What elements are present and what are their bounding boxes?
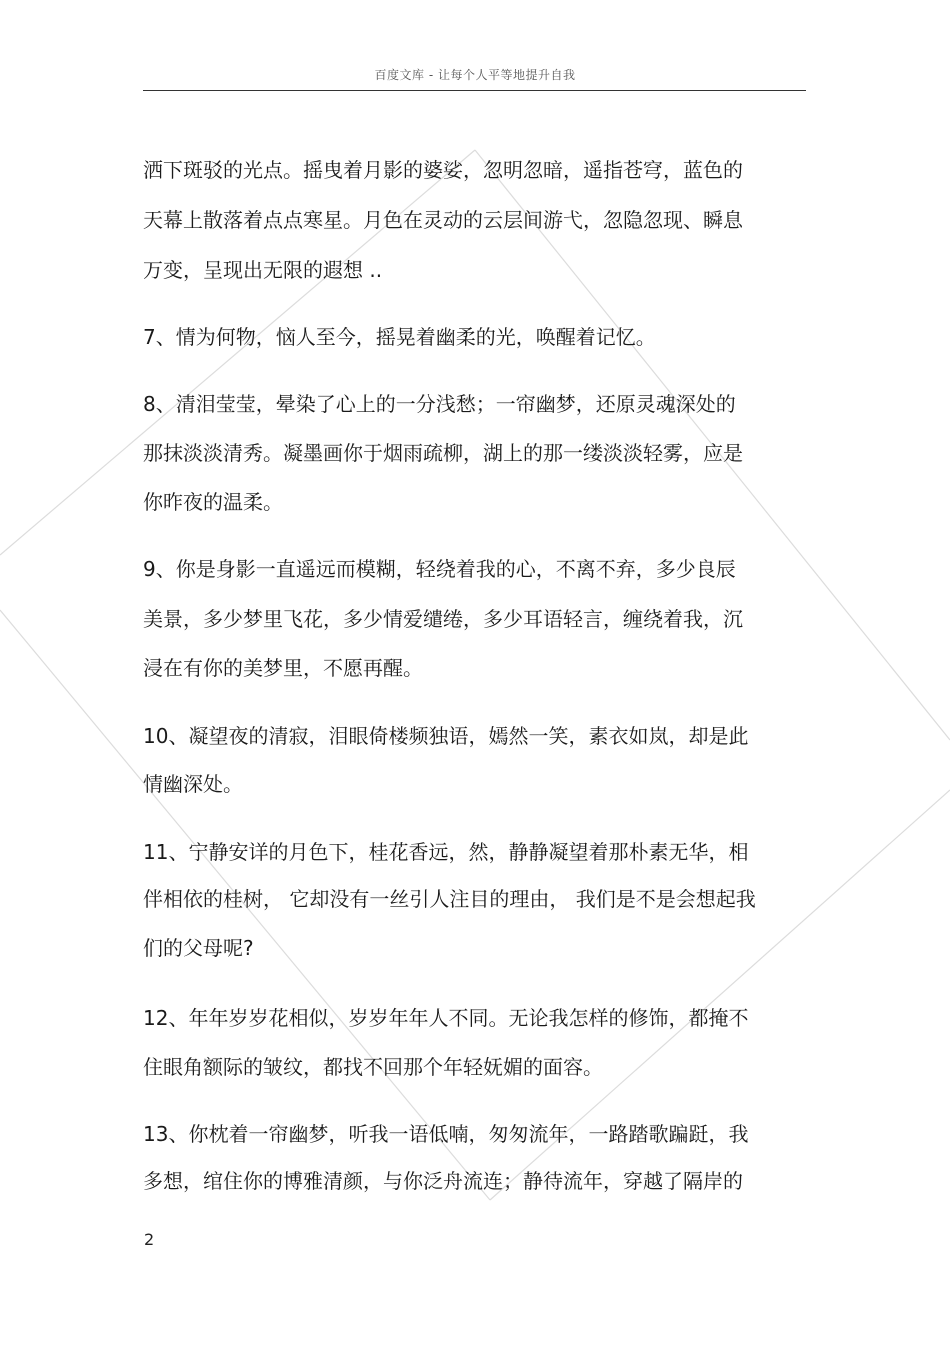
document-header: 百度文库 - 让每个人平等地提升自我: [374, 68, 576, 82]
text-line: 浸在有你的美梦里，不愿再醒。: [143, 656, 423, 680]
text-line: 伴相依的桂树， 它却没有一丝引人注目的理由， 我们是不是会想起我: [143, 887, 756, 911]
text-line: 9、你是身影一直遥远而模糊，轻绕着我的心，不离不弃，多少良辰: [143, 557, 736, 581]
text-line: 洒下斑驳的光点。摇曳着月影的婆娑，忽明忽暗，遥指苍穹，蓝色的: [143, 158, 743, 182]
text-line: 8、清泪莹莹，晕染了心上的一分浅愁；一帘幽梦，还原灵魂深处的: [143, 392, 736, 416]
text-line: 你昨夜的温柔。: [143, 490, 283, 514]
text-line: 那抹淡淡清秀。凝墨画你于烟雨疏柳，湖上的那一缕淡淡轻雾，应是: [143, 441, 743, 465]
text-line: 多想，绾住你的博雅清颜，与你泛舟流连；静待流年，穿越了隔岸的: [143, 1169, 743, 1193]
text-line: 13、你枕着一帘幽梦，听我一语低喃，匆匆流年，一路踏歌蹁跹，我: [143, 1122, 749, 1146]
text-line: 7、情为何物，恼人至今，摇晃着幽柔的光，唤醒着记忆。: [143, 325, 656, 349]
text-line: 天幕上散落着点点寒星。月色在灵动的云层间游弋，忽隐忽现、瞬息: [143, 208, 743, 232]
text-line: 们的父母呢?: [143, 936, 254, 960]
text-line: 住眼角额际的皱纹，都找不回那个年轻妩媚的面容。: [143, 1055, 603, 1079]
text-line: 12、年年岁岁花相似，岁岁年年人不同。无论我怎样的修饰，都掩不: [143, 1006, 749, 1030]
header-divider: [143, 90, 806, 91]
text-line: 万变，呈现出无限的遐想 ..: [143, 258, 383, 282]
text-line: 美景，多少梦里飞花，多少情爱缱绻，多少耳语轻言，缠绕着我，沉: [143, 607, 743, 631]
text-line: 情幽深处。: [143, 772, 243, 796]
text-line: 11、宁静安详的月色下，桂花香远，然，静静凝望着那朴素无华，相: [143, 840, 749, 864]
text-line: 10、凝望夜的清寂，泪眼倚楼频独语，嫣然一笑，素衣如岚，却是此: [143, 724, 749, 748]
page-number: 2: [144, 1230, 155, 1249]
